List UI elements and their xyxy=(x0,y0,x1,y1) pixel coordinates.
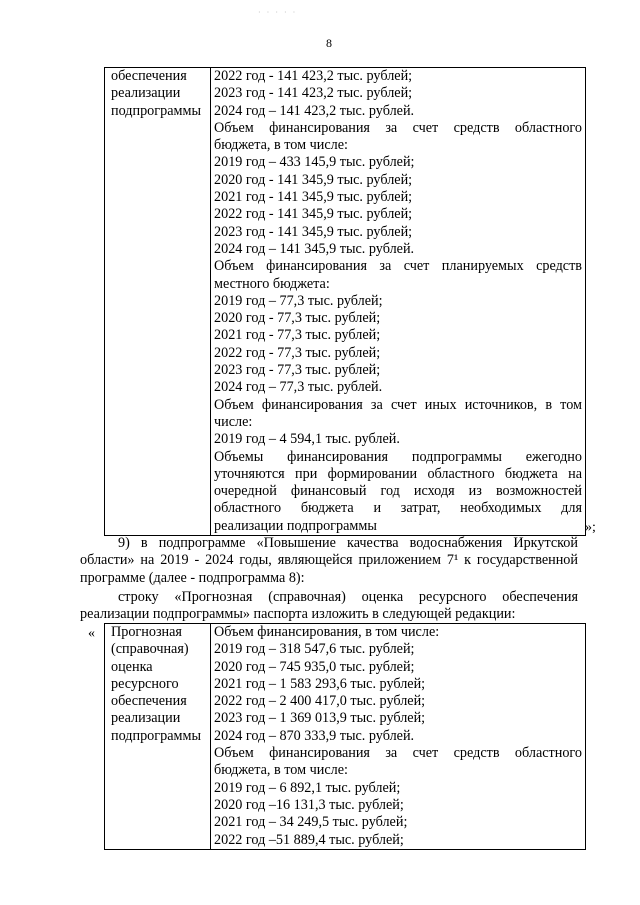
funding-line: 2019 год – 77,3 тыс. рублей; xyxy=(214,292,383,309)
row-label-line: оценка xyxy=(111,658,153,675)
table2-left-cell xyxy=(105,624,211,850)
funding-line: 2019 год – 6 892,1 тыс. рублей; xyxy=(214,779,401,796)
funding-line: 2021 год – 34 249,5 тыс. рублей; xyxy=(214,814,408,831)
funding-line: бюджета, в том числе: xyxy=(214,762,348,779)
funding-line: 2020 год - 77,3 тыс. рублей; xyxy=(214,310,381,327)
funding-line: 2022 год –51 889,4 тыс. рублей; xyxy=(214,831,404,848)
funding-line: Объем финансирования за счет планируемых средств xyxy=(214,258,582,275)
paragraph-item-9 xyxy=(80,535,578,587)
funding-line: 2023 год - 77,3 тыс. рублей; xyxy=(214,362,381,379)
closing-quote: »; xyxy=(585,520,596,535)
table1-right-cell xyxy=(211,68,586,536)
funding-line: Объем финансирования за счет иных источников, в том xyxy=(214,396,582,413)
funding-line: 2024 год – 870 333,9 тыс. рублей. xyxy=(214,727,415,744)
funding-line: числе: xyxy=(214,413,253,430)
funding-line: 2022 год - 77,3 тыс. рублей; xyxy=(214,344,381,361)
funding-line: Объемы финансирования подпрограммы ежегодно xyxy=(214,448,582,465)
row-label-line: реализации xyxy=(111,710,181,727)
funding-line: 2024 год – 141 345,9 тыс. рублей. xyxy=(214,240,415,257)
funding-line: 2021 год - 77,3 тыс. рублей; xyxy=(214,327,381,344)
scan-artifact: · · · · · xyxy=(258,8,298,17)
funding-line: Объем финансирования за счет средств областного xyxy=(214,745,582,762)
funding-line: Объем финансирования за счет средств областного xyxy=(214,119,582,136)
funding-line: бюджета, в том числе: xyxy=(214,137,348,154)
paragraph-line: 9) в подпрограмме «Повышение качества водоснабжения Иркутской xyxy=(118,535,578,551)
funding-line: уточняются при формировании областного бюджета на xyxy=(214,465,582,482)
opening-quote: « xyxy=(88,626,95,641)
funding-line: Объем финансирования, в том числе: xyxy=(214,624,440,640)
row-label-line: подпрограммы xyxy=(111,102,201,119)
funding-line: областного бюджета и затрат, необходимых для xyxy=(214,500,582,517)
paragraph-line: области» на 2019 - 2024 годы, являющейся приложением 7¹ к государственной xyxy=(80,552,578,569)
paragraph-instruction xyxy=(80,589,578,624)
funding-table-2 xyxy=(104,623,586,850)
funding-line: 2019 год – 433 145,9 тыс. рублей; xyxy=(214,154,415,171)
row-label-line: обеспечения xyxy=(111,68,187,84)
funding-line: 2023 год - 141 423,2 тыс. рублей; xyxy=(214,85,413,102)
funding-line: 2023 год - 141 345,9 тыс. рублей; xyxy=(214,223,413,240)
table-row xyxy=(105,624,586,850)
row-label-line: ресурсного xyxy=(111,675,179,692)
funding-line: 2020 год - 141 345,9 тыс. рублей; xyxy=(214,171,413,188)
funding-line: местного бюджета: xyxy=(214,275,330,292)
funding-line: 2022 год - 141 423,2 тыс. рублей; xyxy=(214,68,413,84)
funding-line: 2021 год - 141 345,9 тыс. рублей; xyxy=(214,189,413,206)
funding-line: 2020 год – 745 935,0 тыс. рублей; xyxy=(214,658,415,675)
paragraph-line: реализации подпрограммы» паспорта изложить в следующей редакции: xyxy=(80,606,516,623)
funding-line: 2024 год – 141 423,2 тыс. рублей. xyxy=(214,102,415,119)
row-label-line: Прогнозная xyxy=(111,624,182,640)
paragraph-line: строку «Прогнозная (справочная) оценка ресурсного обеспечения xyxy=(118,589,578,605)
funding-line: реализации подпрограммы xyxy=(214,517,377,534)
funding-line: 2022 год – 2 400 417,0 тыс. рублей; xyxy=(214,693,426,710)
funding-line: очередной финансовый год исходя из возможностей xyxy=(214,483,582,500)
row-label-line: реализации xyxy=(111,85,181,102)
table1-left-cell xyxy=(105,68,211,536)
row-label-line: (справочная) xyxy=(111,641,189,658)
table2-right-cell xyxy=(211,624,586,850)
funding-line: 2023 год – 1 369 013,9 тыс. рублей; xyxy=(214,710,426,727)
paragraph-line: программе (далее - подпрограмма 8): xyxy=(80,569,305,586)
table-row xyxy=(105,68,586,536)
funding-line: 2020 год –16 131,3 тыс. рублей; xyxy=(214,796,404,813)
funding-line: 2022 год - 141 345,9 тыс. рублей; xyxy=(214,206,413,223)
funding-line: 2021 год – 1 583 293,6 тыс. рублей; xyxy=(214,675,426,692)
funding-line: 2024 год – 77,3 тыс. рублей. xyxy=(214,379,383,396)
row-label-line: обеспечения xyxy=(111,693,187,710)
page-number: 8 xyxy=(326,36,332,50)
row-label-line: подпрограммы xyxy=(111,727,201,744)
funding-line: 2019 год – 4 594,1 тыс. рублей. xyxy=(214,431,400,448)
funding-table-1 xyxy=(104,67,586,536)
funding-line: 2019 год – 318 547,6 тыс. рублей; xyxy=(214,641,415,658)
